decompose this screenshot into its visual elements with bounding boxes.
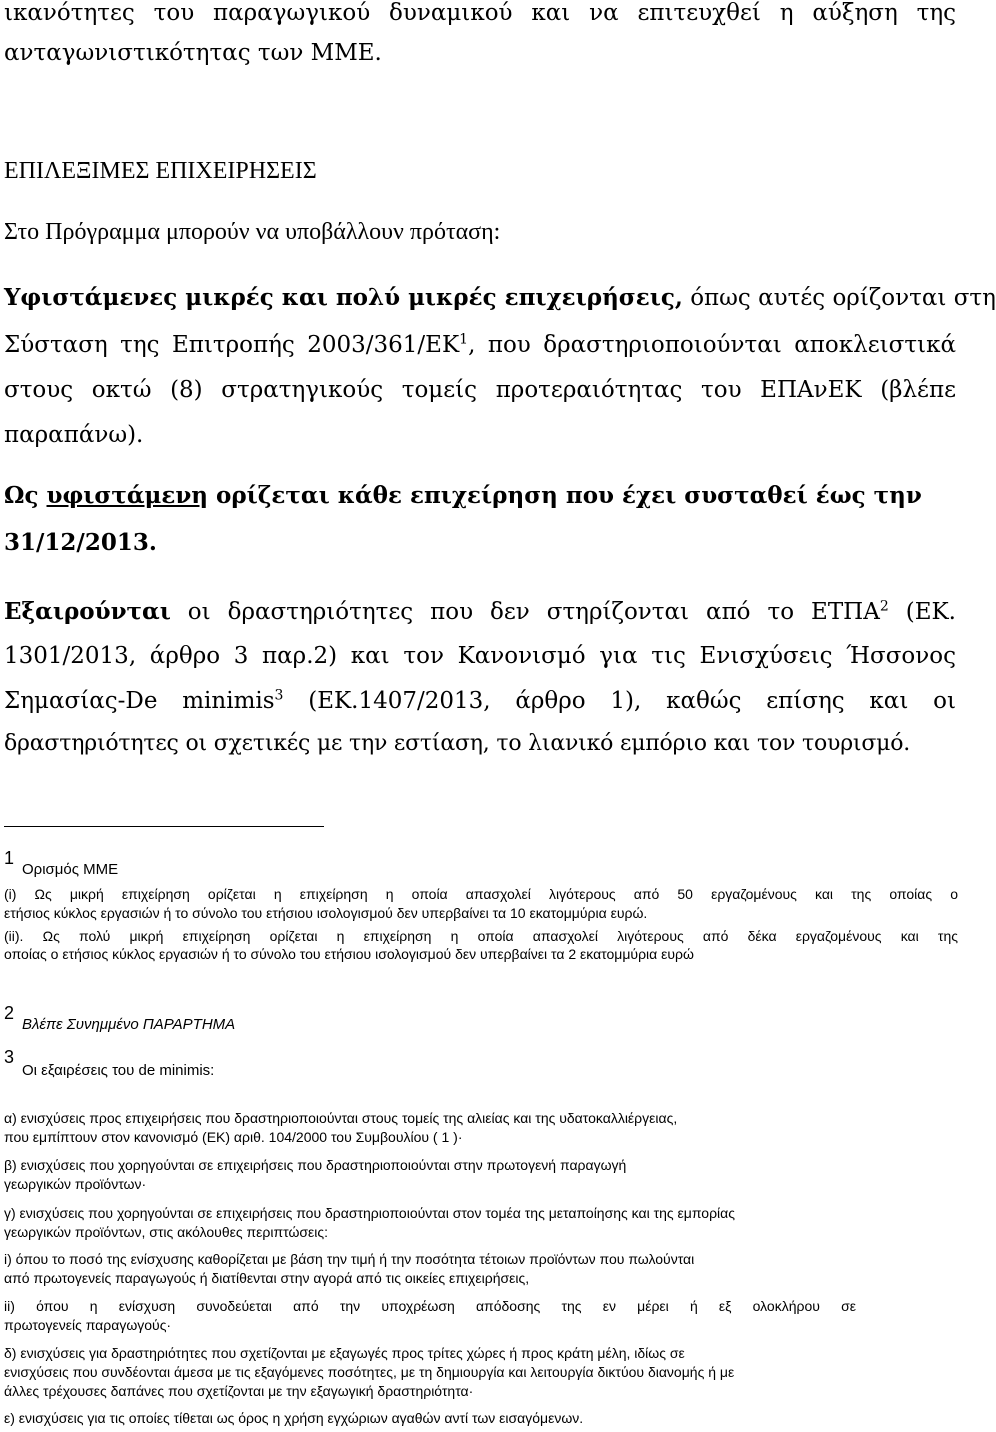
definition-underlined: υφιστάμενη [46,482,209,509]
footnote-line: ε) ενισχύσεις για τις οποίες τίθεται ως όρος η χρήση εγχώριων αγαθών αντί των εισαγόμενων. [4,1410,584,1426]
exclusions-text: οι δραστηριότητες που δεν στηρίζονται από το ΕΤΠΑ [170,599,880,625]
exclusions-line [4,688,956,714]
footnote-line: γεωργικών προϊόντων· [4,1176,147,1192]
eligibility-text: , που δραστηριοποιούνται αποκλειστικά [468,332,956,358]
footnote-line: πρωτογενείς παραγωγούς· [4,1317,172,1333]
footnote-title: Ορισμός ΜΜΕ [22,861,119,878]
footnote-line: γεωργικών προϊόντων, στις ακόλουθες περιπτώσεις: [4,1224,329,1240]
footnote-line: (ii). Ως πολύ μικρή επιχείρηση ορίζεται η επιχείρηση η οποία απασχολεί λιγότερους από δέκα εργαζομένους και της [4,928,958,944]
exclusions-text: (ΕΚ.1407/2013, άρθρο 1), καθώς επίσης και οι [283,688,956,714]
footnote-line: α) ενισχύσεις προς επιχειρήσεις που δραστηριοποιούνται στους τομείς της αλιείας και της υδατοκαλλιέργειας, [4,1110,678,1126]
footnote-line: γ) ενισχύσεις που χορηγούνται σε επιχειρήσεις που δραστηριοποιούνται στον τομέα της μεταποίησης και της εμπορίας [4,1205,735,1221]
eligibility-line: παραπάνω). [4,422,144,448]
exclusions-line [4,598,956,625]
footnote-line: β) ενισχύσεις που χορηγούνται σε επιχειρήσεις που δραστηριοποιούνται στην πρωτογενή παραγωγή [4,1157,627,1173]
exclusions-text: Σημασίας-De minimis [4,688,275,714]
footnote-line: που εμπίπτουν στον κανονισμό (ΕΚ) αριθ. 104/2000 του Συμβουλίου ( 1 )· [4,1129,463,1145]
footnote-line: i) όπου το ποσό της ενίσχυσης καθορίζεται με βάση την τιμή ή την ποσότητα τέτοιων προϊόντων που πωλούνται [4,1251,695,1267]
definition-date: 31/12/2013. [4,529,157,556]
footnote-line: δ) ενισχύσεις για δραστηριότητες που σχετίζονται με εξαγωγές προς τρίτες χώρες ή προς κράτη μέλη, ιδίως σε [4,1345,685,1361]
footnote-line: ii) όπου η ενίσχυση συνοδεύεται από την υποχρέωση απόδοσης της εν μέρει ή εξ ολοκλήρου σε [4,1298,856,1314]
eligibility-text: Σύσταση της Επιτροπής 2003/361/ΕΚ [4,332,460,358]
eligibility-line [4,284,996,311]
paragraph-line: ανταγωνιστικότητας των ΜΜΕ. [4,40,382,66]
definition-text: ορίζεται κάθε επιχείρηση που έχει συσταθεί έως την [208,482,922,509]
footnote-line: οποίας ο ετήσιος κύκλος εργασιών ή το σύνολο του ετήσιου ισολογισμού δεν υπερβαίνει τα 2 εκατομμύρια ευρώ [4,946,694,962]
footnote-mark: 1 [4,848,15,868]
exclusions-bold-lead: Εξαιρούνται [4,598,171,625]
paragraph-line: ικανότητες του παραγωγικού δυναμικού και να επιτευχθεί η αύξηση της [4,0,956,26]
eligibility-line [4,332,956,358]
footnote-separator [4,826,324,827]
footnote-line: ενισχύσεις που συνδέονται άμεσα με τις εξαγόμενες ποσότητες, με τη δημιουργία και λειτουργία δικτύου διανομής ή με [4,1364,735,1380]
footnote-line: άλλες τρέχουσες δαπάνες που σχετίζονται με την εξαγωγική δραστηριότητα· [4,1383,474,1399]
footnote-mark: 2 [4,1003,15,1023]
exclusions-line: 1301/2013, άρθρο 3 παρ.2) και τον Κανονισμό για τις Ενισχύσεις Ήσσονος [4,643,956,669]
footnote-mark: 3 [4,1047,15,1067]
intro-text: Στο Πρόγραμμα μπορούν να υποβάλλουν πρόταση: [4,219,501,245]
definition-prefix: Ως [4,482,47,509]
eligibility-text: όπως αυτές ορίζονται στη [690,285,996,311]
footnote-ref: 2 [879,598,889,615]
eligibility-line: στους οκτώ (8) στρατηγικούς τομείς προτεραιότητας του ΕΠΑνΕΚ (βλέπε [4,377,956,403]
footnote-title: Βλέπε Συνημμένο ΠΑΡΑΡΤΗΜΑ [22,1016,236,1033]
footnote-title: Οι εξαιρέσεις του de minimis: [22,1062,215,1079]
exclusions-text: (ΕΚ. [888,599,956,625]
section-heading: ΕΠΙΛΕΞΙΜΕΣ ΕΠΙΧΕΙΡΗΣΕΙΣ [4,158,317,184]
footnote-line: από πρωτογενείς παραγωγούς ή διατίθενται στην αγορά από τις οικείες επιχειρήσεις, [4,1270,530,1286]
footnote-ref: 3 [274,687,284,704]
eligibility-bold-lead: Υφιστάμενες μικρές και πολύ μικρές επιχειρήσεις, [4,284,683,311]
footnote-ref: 1 [459,331,469,348]
footnote-line: (i) Ως μικρή επιχείρηση ορίζεται η επιχείρηση η οποία απασχολεί λιγότερους από 50 εργαζομένους και της οποίας ο [4,886,958,902]
definition-line [4,482,922,509]
exclusions-line: δραστηριότητες οι σχετικές με την εστίαση, το λιανικό εμπόριο και τον τουρισμό. [4,731,911,756]
footnote-line: ετήσιος κύκλος εργασιών ή το σύνολο του ετήσιου ισολογισμού δεν υπερβαίνει τα 10 εκατομμύρια ευρώ. [4,905,648,921]
